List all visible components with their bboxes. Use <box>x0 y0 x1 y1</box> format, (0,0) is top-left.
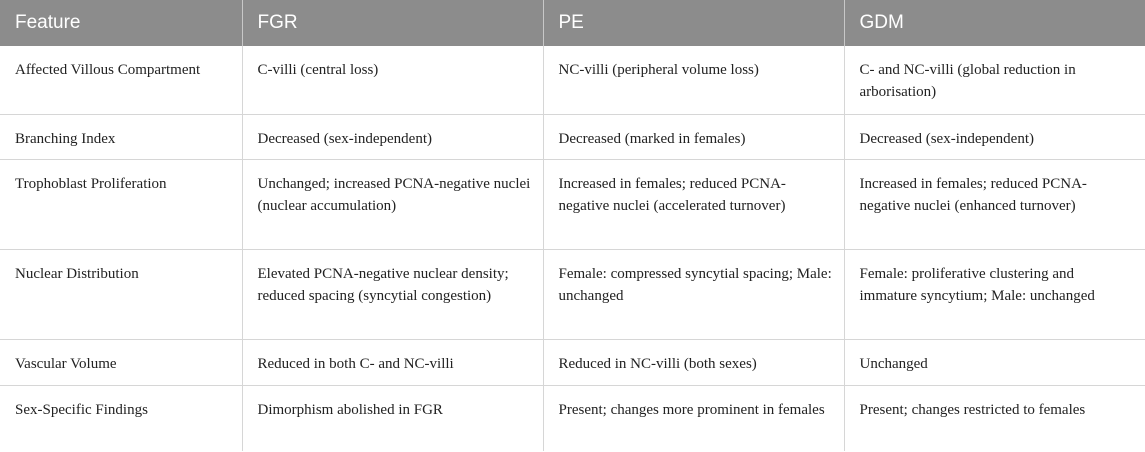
pe-cell: Decreased (marked in females) <box>543 114 844 159</box>
fgr-cell: Dimorphism abolished in FGR <box>242 385 543 451</box>
fgr-cell: Decreased (sex-independent) <box>242 114 543 159</box>
header-feature: Feature <box>0 0 242 46</box>
feature-cell: Vascular Volume <box>0 339 242 385</box>
gdm-cell: Female: proliferative clustering and immature syncytium; Male: unchanged <box>844 249 1145 339</box>
pe-cell: Reduced in NC-villi (both sexes) <box>543 339 844 385</box>
fgr-cell: C-villi (central loss) <box>242 46 543 114</box>
table-row <box>0 339 1145 385</box>
feature-cell: Sex-Specific Findings <box>0 385 242 451</box>
header-fgr: FGR <box>242 0 543 46</box>
feature-cell: Affected Villous Compartment <box>0 46 242 114</box>
fgr-cell: Reduced in both C- and NC-villi <box>242 339 543 385</box>
pe-cell: Present; changes more prominent in females <box>543 385 844 451</box>
gdm-cell: Increased in females; reduced PCNA-negative nuclei (enhanced turnover) <box>844 159 1145 249</box>
fgr-cell: Unchanged; increased PCNA-negative nuclei (nuclear accumulation) <box>242 159 543 249</box>
header-row <box>0 0 1145 46</box>
feature-cell: Nuclear Distribution <box>0 249 242 339</box>
header-gdm: GDM <box>844 0 1145 46</box>
table-row <box>0 114 1145 159</box>
gdm-cell: Unchanged <box>844 339 1145 385</box>
table-row <box>0 159 1145 249</box>
table-row <box>0 46 1145 114</box>
pe-cell: Female: compressed syncytial spacing; Male: unchanged <box>543 249 844 339</box>
table-row <box>0 249 1145 339</box>
fgr-cell: Elevated PCNA-negative nuclear density; reduced spacing (syncytial congestion) <box>242 249 543 339</box>
pe-cell: NC-villi (peripheral volume loss) <box>543 46 844 114</box>
pe-cell: Increased in females; reduced PCNA-negative nuclei (accelerated turnover) <box>543 159 844 249</box>
gdm-cell: Present; changes restricted to females <box>859 401 1086 418</box>
table-row <box>0 385 1145 451</box>
header-pe: PE <box>543 0 844 46</box>
feature-cell: Branching Index <box>0 114 242 159</box>
gdm-cell: Decreased (sex-independent) <box>844 114 1145 159</box>
feature-cell: Trophoblast Proliferation <box>0 159 242 249</box>
gdm-cell: C- and NC-villi (global reduction in arborisation) <box>844 46 1145 114</box>
